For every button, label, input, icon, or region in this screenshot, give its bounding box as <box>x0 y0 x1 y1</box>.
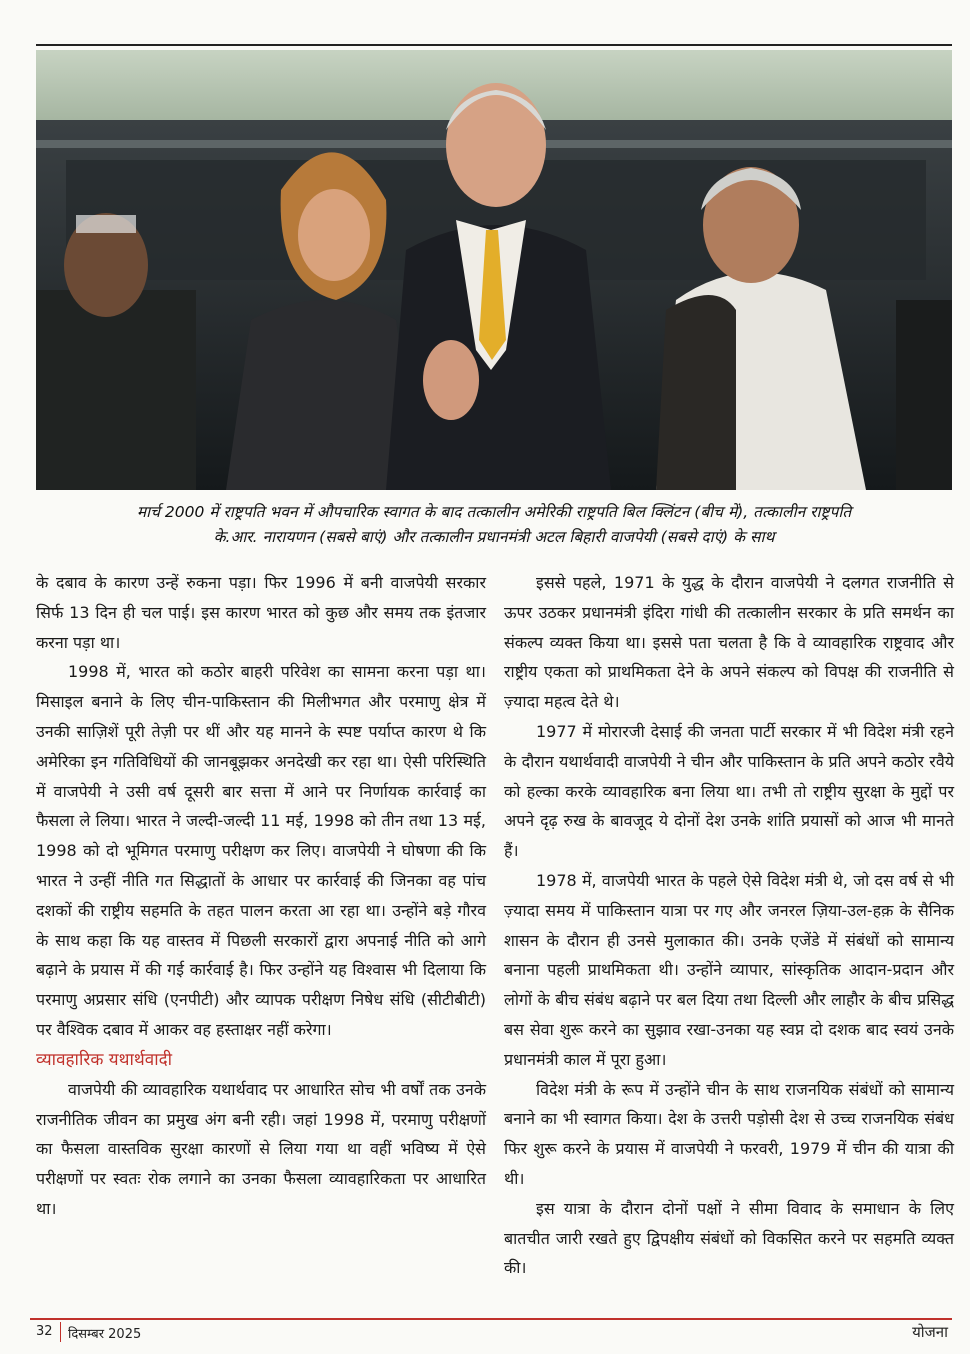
right-paragraph-3: 1978 में, वाजपेयी भारत के पहले ऐसे विदेश मंत्री थे, जो दस वर्ष से भी ज़्यादा समय में पाकिस्तान यात्रा पर गए और जनरल ज़िया-उल-हक़ के सैनिक शासन के दौरान ही उनसे मुलाकात की। उनके एजेंडे में संबंधों को सामान्य बनाना पहली प्राथमिकता थी। उन्होंने व्यापार, सांस्कृतिक आदान-प्रदान और लोगों के बीच संबंध बढ़ाने पर बल दिया तथा दिल्ली और लाहौर के बीच प्रसिद्ध बस सेवा शुरू करने का सुझाव रखा-उनका यह स्वप्न दो दशक बाद स्वयं उनके प्रधानमंत्री काल में पूरा हुआ। <box>504 870 954 1069</box>
photo-illustration <box>36 50 952 490</box>
left-paragraph-3: वाजपेयी की व्यावहारिक यथार्थवाद पर आधारित सोच भी वर्षों तक उनके राजनीतिक जीवन का प्रमुख अंग बनी रही। जहां 1998 में, परमाणु परीक्षणों का फैसला वास्तविक सुरक्षा कारणों से लिया गया था वहीं भविष्य में ऐसे परीक्षणों पर स्वतः रोक लगाने का उनका फैसला व्यावहारिकता पर आधारित था। <box>36 1079 486 1218</box>
right-paragraph-1: इससे पहले, 1971 के युद्ध के दौरान वाजपेयी ने दलगत राजनीति से ऊपर उठकर प्रधानमंत्री इंदिरा गांधी की तत्कालीन सरकार के प्रति समर्थन का संकल्प व्यक्त किया था। इससे पता चलता है कि वे व्यावहारिक राष्ट्रवाद और राष्ट्रीय एकता को प्राथमिकता देने के अपने संकल्प को विपक्ष की राजनीति से ज़्यादा महत्व देते थे। <box>504 573 954 712</box>
left-paragraph-1: के दबाव के कारण उन्हें रुकना पड़ा। फिर 1996 में बनी वाजपेयी सरकार सिर्फ 13 दिन ही चल पाई। इस कारण भारत को कुछ और समय तक इंतजार करना पड़ा था। <box>36 573 486 652</box>
footer-rule <box>30 1318 952 1320</box>
magazine-name: योजना <box>912 1323 948 1341</box>
right-column <box>504 568 954 1283</box>
page-footer <box>30 1318 952 1354</box>
right-paragraph-2: 1977 में मोरारजी देसाई की जनता पार्टी सरकार में भी विदेश मंत्री रहने के दौरान यथार्थवादी वाजपेयी ने चीन और पाकिस्तान के प्रति अपने कठोर रवैये को हल्का करके व्यावहारिक बना लिया था। तभी तो राष्ट्रीय सुरक्षा के मुद्दों पर अपने दृढ़ रुख के बावजूद ये दोनों देश उनके शांति प्रयासों को आज भी मानते हैं। <box>504 721 954 861</box>
section-heading: व्यावहारिक यथार्थवादी <box>36 1049 173 1070</box>
left-paragraph-2: 1998 में, भारत को कठोर बाहरी परिवेश का सामना करना पड़ा था। मिसाइल बनाने के लिए चीन-पाकिस्तान की मिलीभगत और परमाणु क्षेत्र में उनकी साज़िशें पूरी तेज़ी पर थीं और यह मानने के स्पष्ट पर्याप्त कारण थे कि अमेरिका इन गतिविधियों की जानबूझकर अनदेखी कर रहा था। ऐसी परिस्थिति में वाजपेयी ने उसी वर्ष दूसरी बार सत्ता में आने पर निर्णायक कार्रवाई का फैसला ले लिया। भारत ने जल्दी-जल्दी 11 मई, 1998 को तीन तथा 13 मई, 1998 को दो भूमिगत परमाणु परीक्षण कर लिए। वाजपेयी ने घोषणा की कि भारत ने उन्हीं नीति गत सिद्धातों के आधार पर कार्रवाई की जिनका वह पांच दशकों की राष्ट्रीय सहमति के तहत पालन करता आ रहा था। उन्होंने बड़े गौरव के साथ कहा कि यह वास्तव में पिछली सरकारों द्वारा अपनाई नीति को आगे बढ़ाने के प्रयास में की गई कार्रवाई है। फिर उन्होंने यह विश्वास भी दिलाया कि परमाणु अप्रसार संधि (एनपीटी) और व्यापक परीक्षण निषेध संधि (सीटीबीटी) पर वैश्विक दबाव में आकर वह हस्ताक्षर नहीं करेगा। <box>36 662 486 1039</box>
top-rule <box>36 44 952 46</box>
caption-line-1: मार्च 2000 में राष्ट्रपति भवन में औपचारिक स्वागत के बाद तत्कालीन अमेरिकी राष्ट्रपति बिल क्लिंटन (बीच में), तत्कालीन राष्ट्रपति <box>136 503 852 521</box>
caption-line-2: के.आर. नारायणन (सबसे बाएं) और तत्कालीन प्रधानमंत्री अटल बिहारी वाजपेयी (सबसे दाएं) के साथ <box>213 528 775 546</box>
left-column <box>36 568 486 1224</box>
right-paragraph-5: इस यात्रा के दौरान दोनों पक्षों ने सीमा विवाद के समाधान के लिए बातचीत जारी रखते हुए द्विपक्षीय संबंधों को विकसित करने पर सहमति व्यक्त की। <box>504 1198 954 1278</box>
car-door-edge <box>896 300 952 490</box>
issue-date: दिसम्बर 2025 <box>68 1327 142 1342</box>
photo-caption <box>36 500 952 550</box>
reception-photo <box>36 50 952 490</box>
page-number: 32 <box>36 1324 53 1339</box>
right-paragraph-4: विदेश मंत्री के रूप में उन्होंने चीन के साथ राजनयिक संबंधों को सामान्य बनाने का भी स्वागत किया। देश के उत्तरी पड़ोसी देश से उच्च राजनयिक संबंध फिर शुरू करने के प्रयास में वाजपेयी ने फरवरी, 1979 में चीन की यात्रा की थी। <box>504 1079 954 1188</box>
footer-divider <box>60 1322 61 1342</box>
